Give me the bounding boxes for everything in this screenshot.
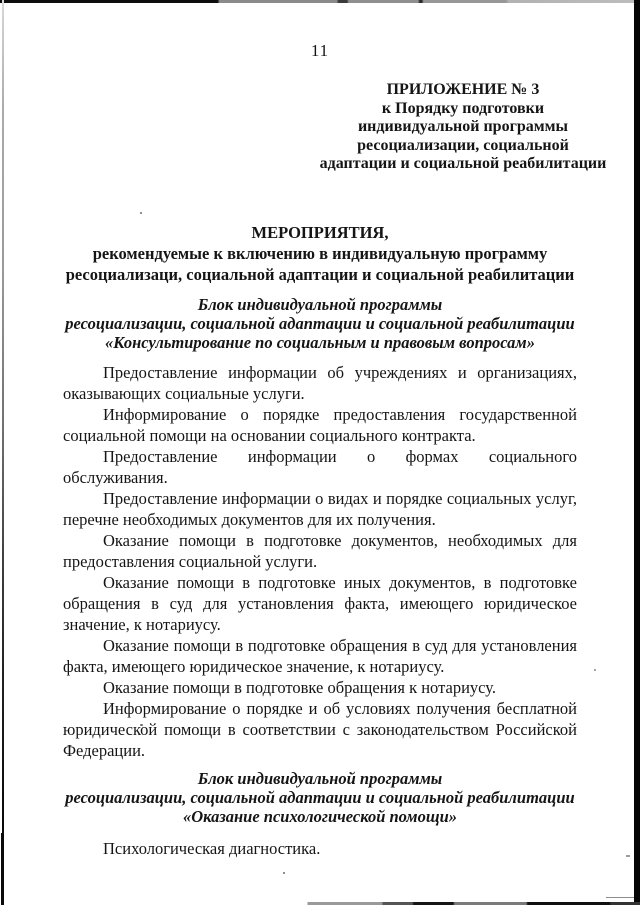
document-title <box>63 222 577 285</box>
section1-heading <box>63 295 577 352</box>
scan-border-left <box>2 0 4 905</box>
scan-speck <box>283 872 285 874</box>
title-line: рекомендуемые к включению в индивидуальную программу <box>92 243 548 263</box>
heading-line: Блок индивидуальной программы <box>197 768 443 788</box>
page-number: 11 <box>310 41 330 60</box>
section2-heading <box>63 769 577 826</box>
heading-line: ресоциализации, социальной адаптации и социальной реабилитации <box>65 313 575 333</box>
title-line: МЕРОПРИЯТИЯ, <box>251 222 389 242</box>
scan-speck <box>626 855 630 857</box>
title-line: ресоциализаци, социальной адаптации и социальной реабилитации <box>65 264 575 284</box>
appendix-line: индивидуальной программы <box>357 118 569 135</box>
body-paragraph: Оказание помощи в подготовке обращения к нотариусу. <box>103 677 496 697</box>
body-paragraph: Оказание помощи в подготовке обращения в суд для установления факта, имеющего юридическое значение, к нотариусу. <box>63 635 577 676</box>
heading-line: ресоциализации, социальной адаптации и социальной реабилитации <box>65 787 575 807</box>
section2-body <box>63 838 577 859</box>
appendix-line: к Порядку подготовки <box>381 99 545 117</box>
scan-border-right <box>634 0 640 905</box>
body-paragraph: Предоставление информации о формах социального обслуживания. <box>63 446 577 487</box>
heading-line: «Оказание психологической помощи» <box>182 806 458 826</box>
body-paragraph: Предоставление информации о видах и порядке социальных услуг, перечне необходимых документов для их получения. <box>63 488 577 529</box>
appendix-line: ПРИЛОЖЕНИЕ № 3 <box>386 81 540 98</box>
appendix-line: адаптации и социальной реабилитации <box>319 155 607 172</box>
scan-speck <box>594 669 596 671</box>
heading-line: «Консультирование по социальным и правовым вопросам» <box>105 332 535 352</box>
scan-border-left-bottom <box>1 833 4 905</box>
body-paragraph: Оказание помощи в подготовке иных документов, в подготовке обращения в суд для установления факта, имеющего юридическое значение, к нотариусу. <box>63 572 577 634</box>
heading-line: Блок индивидуальной программы <box>197 294 443 314</box>
section1-body <box>63 362 577 761</box>
appendix-reference-block <box>303 81 623 174</box>
body-paragraph: Информирование о порядке предоставления государственной социальной помощи на основании социального контракта. <box>63 404 577 445</box>
body-paragraph: Предоставление информации об учреждениях и организациях, оказывающих социальные услуги. <box>63 362 577 403</box>
body-paragraph: Психологическая диагностика. <box>103 838 321 858</box>
body-paragraph: Оказание помощи в подготовке документов, необходимых для предоставления социальной услуги. <box>63 530 577 571</box>
document-content <box>63 0 607 859</box>
scan-corner-line <box>606 897 634 898</box>
appendix-line: ресоциализации, социальной <box>357 136 569 154</box>
body-paragraph: Информирование о порядке и об условиях получения бесплатной юридической помощи в соответствии с законодательством Российской Федерации. <box>63 698 577 760</box>
